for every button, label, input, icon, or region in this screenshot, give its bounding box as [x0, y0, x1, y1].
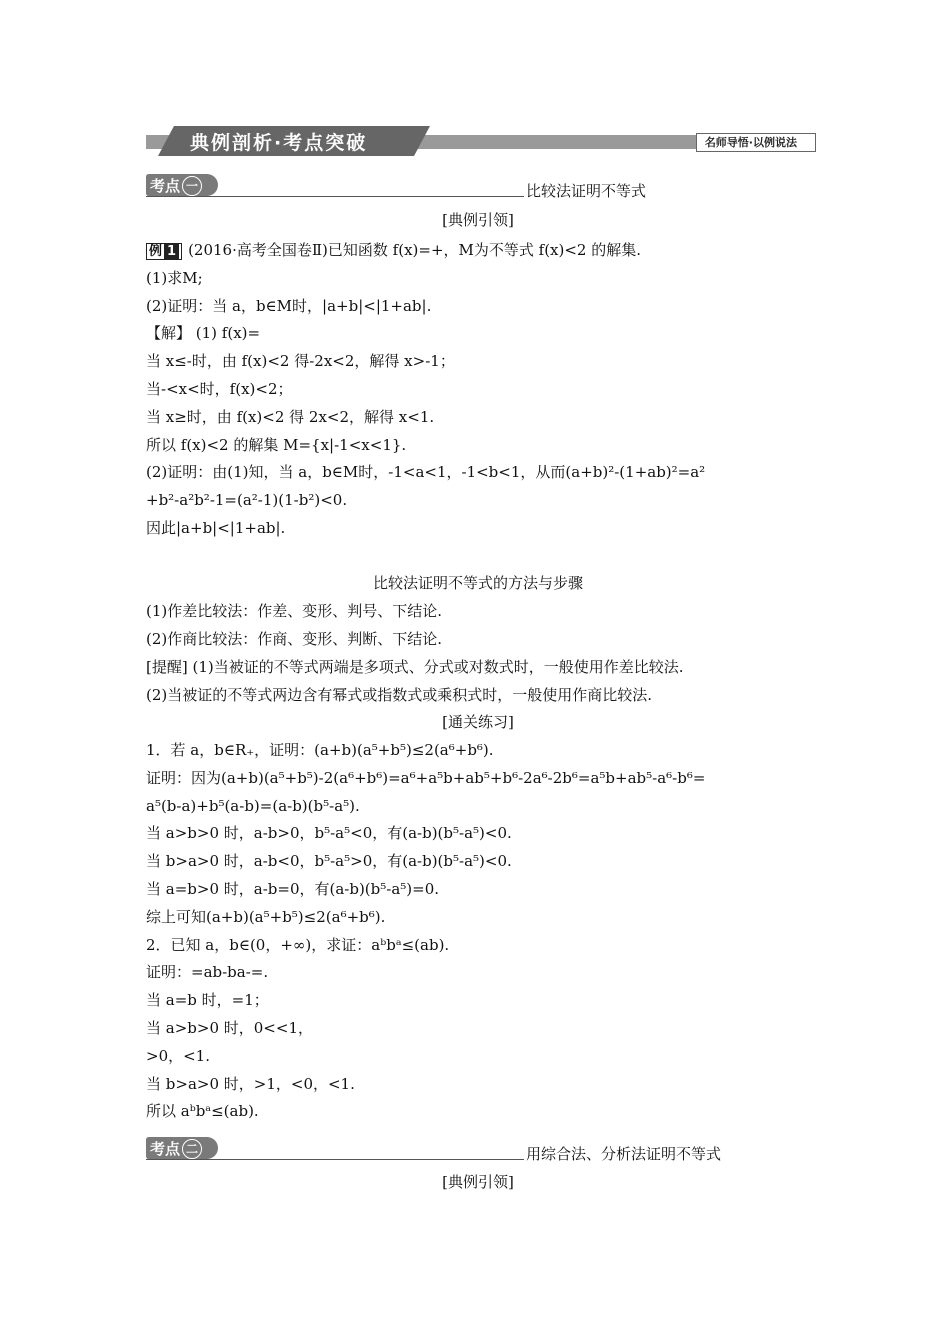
section-banner [146, 126, 816, 154]
text-line: 当 b>a>0 时，a-b<0，b⁵-a⁵>0，有(a-b)(b⁵-a⁵)<0. [146, 852, 512, 870]
text-line: 当 a=b 时，=1； [146, 991, 269, 1009]
text-line: 所以 f(x)<2 的解集 M={x|-1<x<1}. [146, 436, 407, 454]
text-line: +b²-a²b²-1=(a²-1)(1-b²)<0. [146, 491, 348, 509]
text-line: (2)当被证的不等式两边含有幂式或指数式或乘积式时，一般使用作商比较法. [146, 686, 653, 704]
text-line: 2．已知 a，b∈(0，+∞)，求证：aᵇbᵃ≤(ab). [146, 936, 450, 954]
text-line: 当 b>a>0 时，>1，<0，<1. [146, 1075, 355, 1093]
text-line: (1)作差比较法：作差、变形、判号、下结论. [146, 602, 443, 620]
section-underline [146, 1159, 524, 1160]
text-line: 所以 aᵇbᵃ≤(ab). [146, 1102, 259, 1120]
section-title: 比较法证明不等式 [526, 182, 647, 200]
example-label: 例 1 [146, 243, 182, 260]
example-guide-heading: [典例引领] [442, 1173, 514, 1191]
text-line: 当 a>b>0 时，a-b>0，b⁵-a⁵<0，有(a-b)(b⁵-a⁵)<0. [146, 824, 512, 842]
section-tag-label: 考点 [150, 1140, 181, 1158]
text-line: 当 a>b>0 时，0<<1， [146, 1019, 313, 1037]
banner-subtitle: 名师导悟·以例说法 [696, 133, 816, 152]
text-line: [提醒] (1)当被证的不等式两端是多项式、分式或对数式时，一般使用作差比较法. [146, 658, 684, 676]
text-line: 证明：=ab-ba-=. [146, 963, 269, 981]
section-title: 用综合法、分析法证明不等式 [526, 1145, 722, 1163]
section-tag [146, 1137, 218, 1159]
text-line: 当 a=b>0 时，a-b=0，有(a-b)(b⁵-a⁵)=0. [146, 880, 440, 898]
section-tag-label: 考点 [150, 177, 181, 195]
text-line: 证明：因为(a+b)(a⁵+b⁵)-2(a⁶+b⁶)=a⁶+a⁵b+ab⁵+b⁶-2a⁶-2b⁶=a⁵b+ab⁵-a⁶-b⁶= [146, 769, 706, 787]
text-line: (2)证明：由(1)知，当 a，b∈M时，-1<a<1，-1<b<1，从而(a+b)²-(1+ab)²=a² [146, 463, 706, 481]
text-line: 综上可知(a+b)(a⁵+b⁵)≤2(a⁶+b⁶). [146, 908, 386, 926]
text-line: (2)证明：当 a，b∈M时，|a+b|<|1+ab|. [146, 297, 432, 315]
section-header-2 [146, 1135, 746, 1163]
banner-title: 典例剖析·考点突破 [190, 132, 368, 154]
section-underline [146, 196, 524, 197]
section-number: 一 [182, 176, 202, 196]
text-line: (2)作商比较法：作商、变形、判断、下结论. [146, 630, 443, 648]
text-line: 因此|a+b|<|1+ab|. [146, 519, 286, 537]
practice-heading: [通关练习] [442, 713, 514, 731]
text-line: 当 x≤-时，由 f(x)<2 得-2x<2，解得 x>-1； [146, 352, 455, 370]
text-line: 1．若 a，b∈R₊，证明：(a+b)(a⁵+b⁵)≤2(a⁶+b⁶). [146, 741, 494, 759]
example-1-statement: 例 1 (2016·高考全国卷Ⅱ)已知函数 f(x)=+，M为不等式 f(x)<2 的解集. [146, 240, 641, 260]
text-line: 当 x≥时，由 f(x)<2 得 2x<2，解得 x<1. [146, 408, 435, 426]
example-guide-heading: [典例引领] [442, 211, 514, 229]
section-tag [146, 174, 218, 196]
text-line: >0，<1. [146, 1047, 210, 1065]
method-heading: 比较法证明不等式的方法与步骤 [372, 574, 583, 592]
text-line: a⁵(b-a)+b⁵(a-b)=(a-b)(b⁵-a⁵). [146, 797, 360, 815]
section-header-1 [146, 172, 666, 200]
text-line: 【解】 (1) f(x)= [146, 324, 261, 342]
section-number: 二 [182, 1139, 202, 1159]
text-line: 当-<x<时，f(x)<2； [146, 380, 293, 398]
text-line: (1)求M; [146, 269, 203, 287]
